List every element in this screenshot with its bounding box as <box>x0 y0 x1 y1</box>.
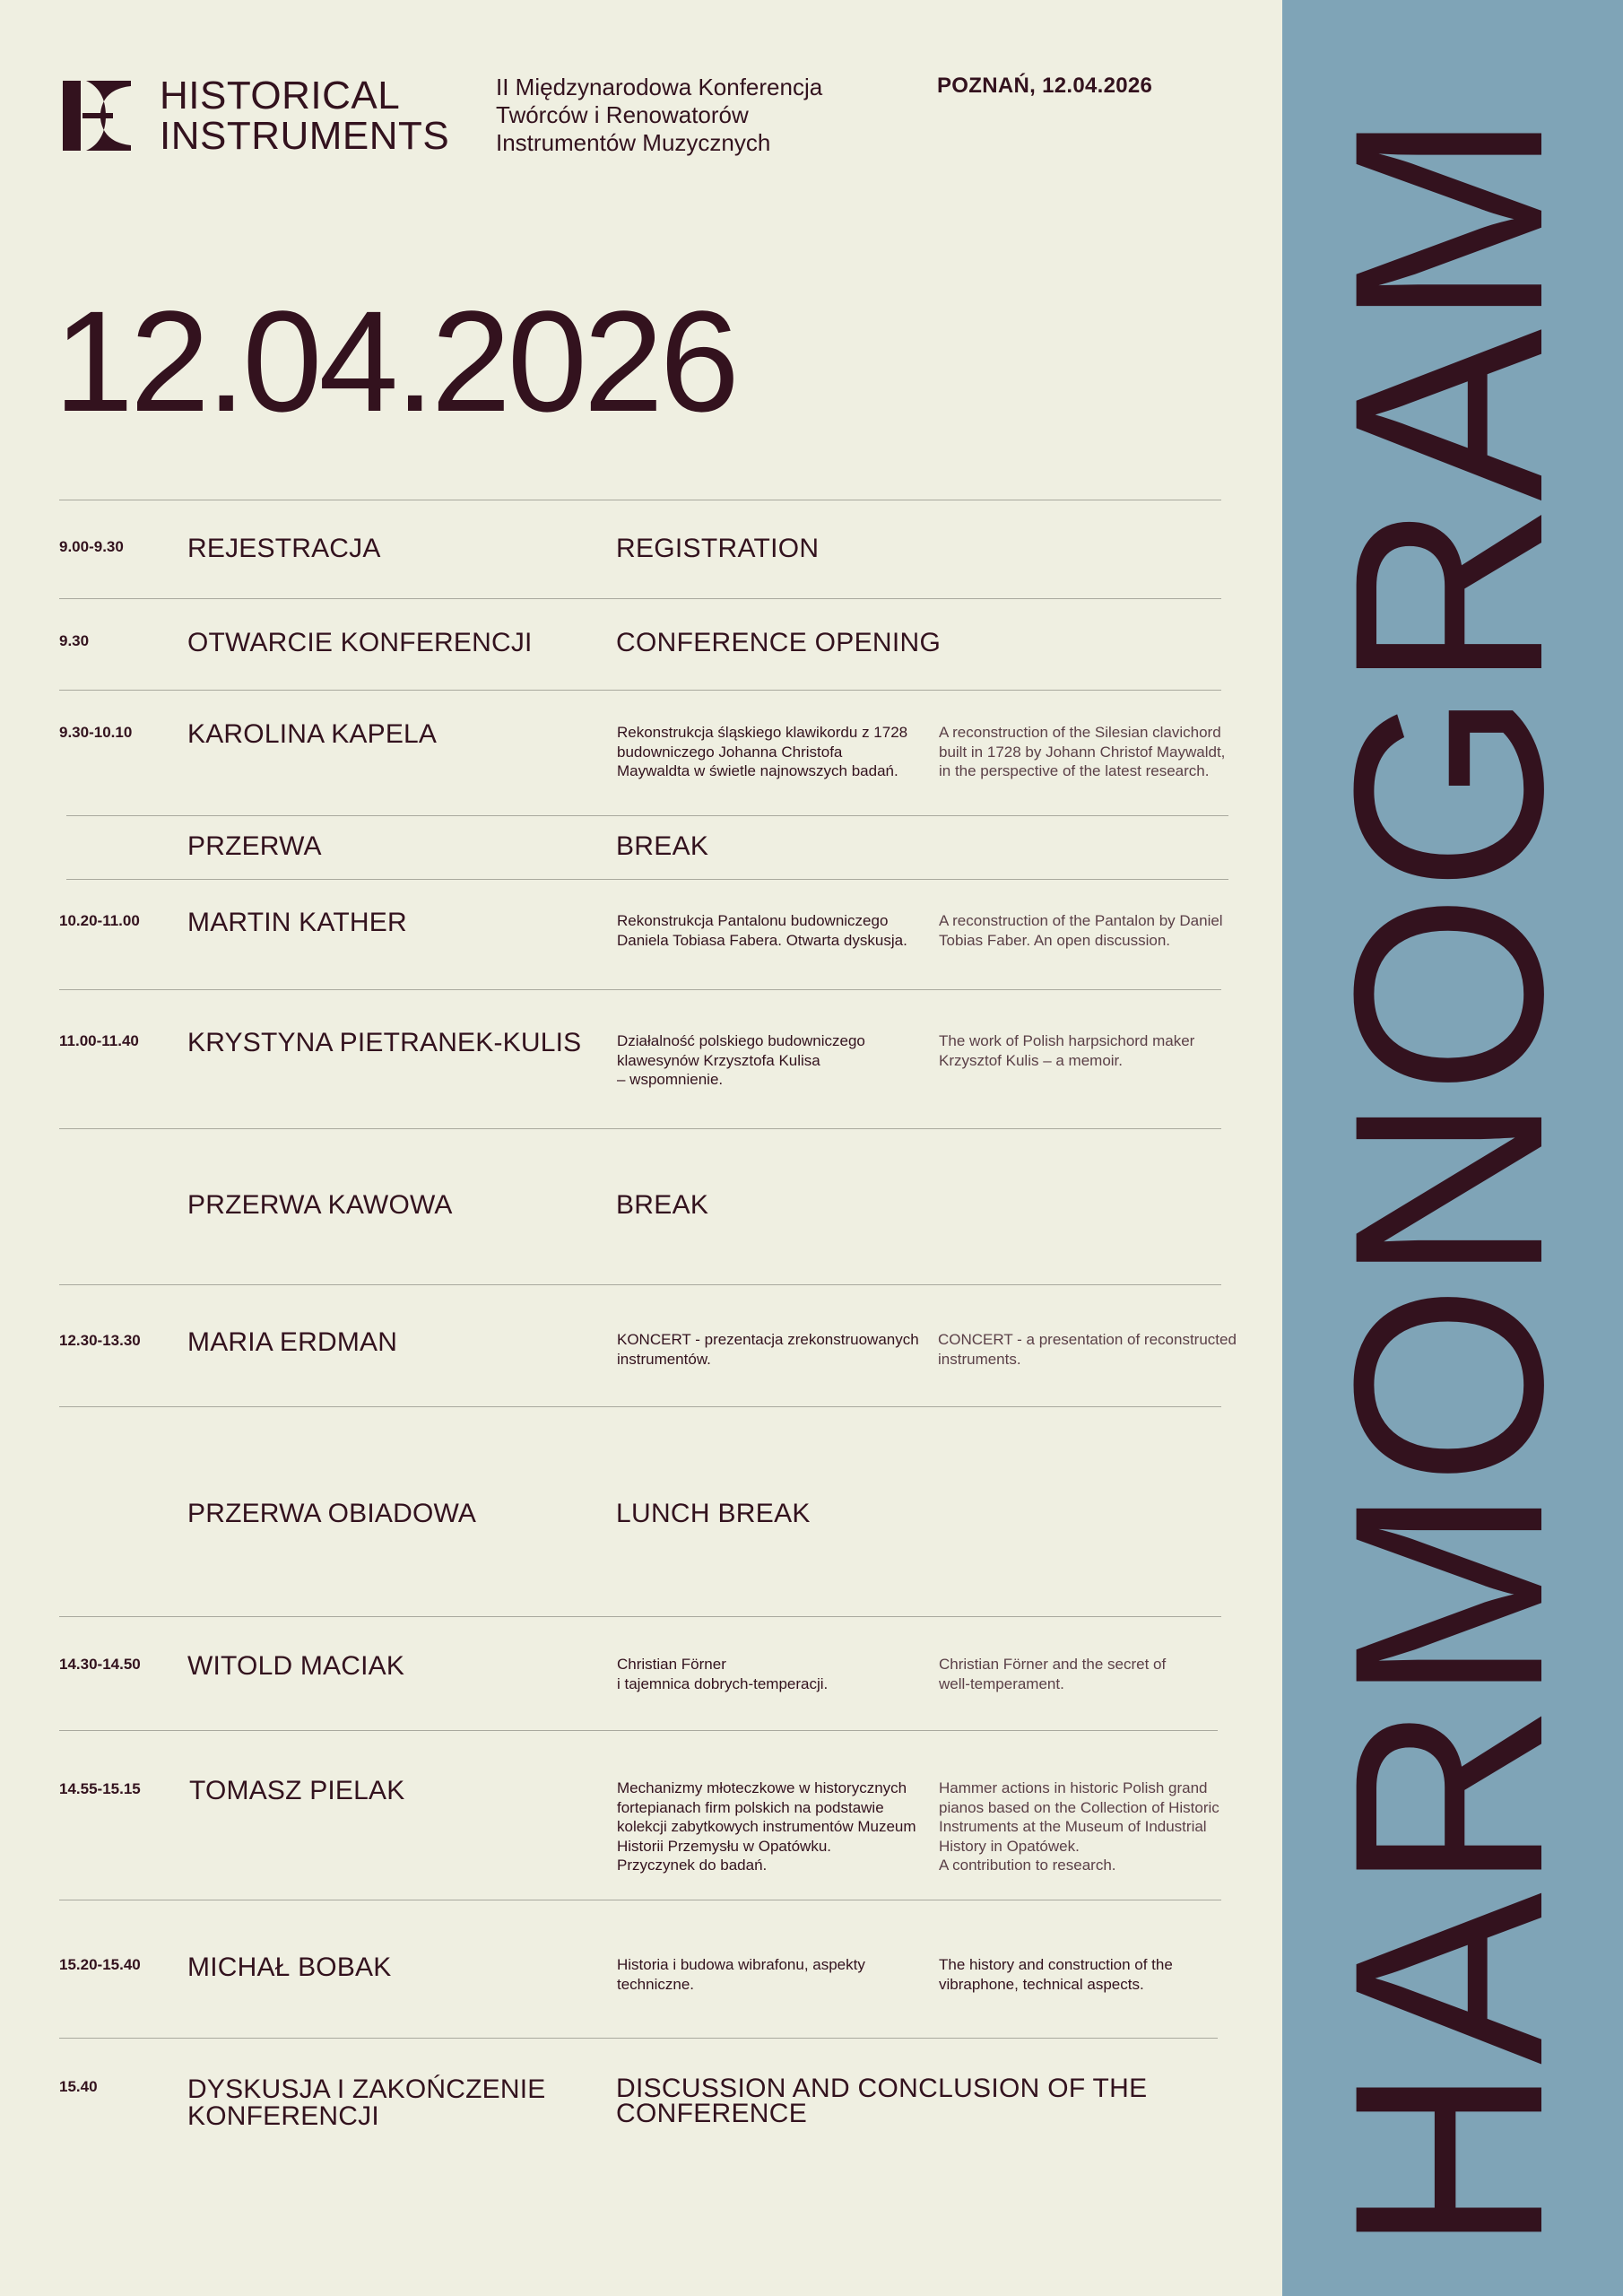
logo <box>59 75 449 156</box>
item-title: OTWARCIE KONFERENCJI <box>187 628 533 657</box>
logo-mark-icon <box>59 77 135 154</box>
sidebar-title: HARMONOGRAM <box>1298 109 1599 2253</box>
conference-line-3: Instrumentów Muzycznych <box>496 129 771 156</box>
item-title: PRZERWA KAWOWA <box>187 1190 453 1220</box>
conference-line-1: II Międzynarodowa Konferencja <box>496 74 823 100</box>
talk-title-polish: Christian Förner i tajemnica dobrych-temperacji. <box>617 1656 829 1692</box>
talk-title-polish: Historia i budowa wibrafonu, aspekty techniczne. <box>617 1956 865 1993</box>
divider <box>59 598 1221 599</box>
divider <box>59 1730 1218 1731</box>
logo-text <box>160 75 449 156</box>
talk-title-polish: Działalność polskiego budowniczego klawesynów Krzysztofa Kulisa – wspomnienie. <box>617 1032 865 1088</box>
item-time: 9.00-9.30 <box>59 538 124 555</box>
conference-title <box>496 74 822 157</box>
speaker-name: WITOLD MACIAK <box>187 1651 405 1681</box>
talk-title-polish: Rekonstrukcja śląskiego klawikordu z 1728 budowniczego Johanna Christofa Maywaldta w świetle najnowszych badań. <box>617 724 908 779</box>
item-time: 12.30-13.30 <box>59 1332 141 1349</box>
item-english: DISCUSSION AND CONCLUSION OF THE CONFERENCE <box>616 2074 1148 2128</box>
divider <box>59 1128 1221 1129</box>
item-english: REGISTRATION <box>616 534 820 563</box>
item-title: PRZERWA OBIADOWA <box>187 1499 477 1528</box>
divider <box>59 1284 1221 1285</box>
talk-title-english: A reconstruction of the Pantalon by Daniel Tobias Faber. An open discussion. <box>939 912 1223 949</box>
place-date: POZNAŃ, 12.04.2026 <box>937 74 1153 98</box>
item-english: LUNCH BREAK <box>616 1499 811 1528</box>
conference-line-2: Twórców i Renowatorów <box>496 101 749 128</box>
speaker-name: KAROLINA KAPELA <box>187 719 438 749</box>
speaker-name: MARIA ERDMAN <box>187 1327 398 1357</box>
item-english: BREAK <box>616 1190 709 1220</box>
item-time: 14.30-14.50 <box>59 1656 141 1673</box>
speaker-name: MARTIN KATHER <box>187 908 407 937</box>
item-english: CONFERENCE OPENING <box>616 628 942 657</box>
logo-line-2: INSTRUMENTS <box>160 114 450 158</box>
item-time: 11.00-11.40 <box>59 1032 139 1049</box>
item-time: 10.20-11.00 <box>59 912 140 929</box>
item-time: 14.55-15.15 <box>59 1780 141 1797</box>
item-title: PRZERWA <box>187 831 322 861</box>
divider <box>59 1616 1221 1617</box>
divider <box>59 2038 1218 2039</box>
divider <box>66 879 1228 880</box>
item-title: DYSKUSJA I ZAKOŃCZENIE KONFERENCJI <box>187 2074 546 2131</box>
item-time: 15.20-15.40 <box>59 1956 141 1973</box>
divider <box>59 690 1221 691</box>
talk-title-polish: KONCERT - prezentacja zrekonstruowanych instrumentów. <box>617 1331 919 1368</box>
item-time: 15.40 <box>59 2078 98 2095</box>
item-time: 9.30 <box>59 632 90 649</box>
speaker-name: KRYSTYNA PIETRANEK-KULIS <box>187 1028 582 1057</box>
speaker-name: TOMASZ PIELAK <box>189 1776 405 1805</box>
talk-title-english: Christian Förner and the secret of well-temperament. <box>939 1656 1167 1692</box>
item-time: 9.30-10.10 <box>59 724 133 741</box>
divider <box>59 1406 1221 1407</box>
big-date: 12.04.2026 <box>54 281 736 441</box>
talk-title-english: The history and construction of the vibraphone, technical aspects. <box>939 1956 1173 1993</box>
item-english: BREAK <box>616 831 709 861</box>
talk-title-english: A reconstruction of the Silesian clavichord built in 1728 by Johann Christof Maywaldt, in the perspective of the latest research. <box>939 724 1226 779</box>
talk-title-polish: Mechanizmy młoteczkowe w historycznych fortepianach firm polskich na podstawie kolekcji zabytkowych instrumentów Muzeum Historii Przemysłu w Opatówku. Przyczynek do badań. <box>617 1779 916 1874</box>
item-title: REJESTRACJA <box>187 534 381 563</box>
talk-title-english: The work of Polish harpsichord maker Krzysztof Kulis – a memoir. <box>939 1032 1195 1069</box>
talk-title-english: Hammer actions in historic Polish grand pianos based on the Collection of Historic Instruments at the Museum of Industrial History in Opatówek. A contribution to research. <box>939 1779 1219 1874</box>
talk-title-polish: Rekonstrukcja Pantalonu budowniczego Daniela Tobiasa Fabera. Otwarta dyskusja. <box>617 912 907 949</box>
talk-title-english: CONCERT - a presentation of reconstructed instruments. <box>938 1331 1237 1368</box>
divider <box>59 989 1221 990</box>
divider <box>66 815 1228 816</box>
speaker-name: MICHAŁ BOBAK <box>187 1952 392 1982</box>
logo-line-1: HISTORICAL <box>160 74 401 117</box>
